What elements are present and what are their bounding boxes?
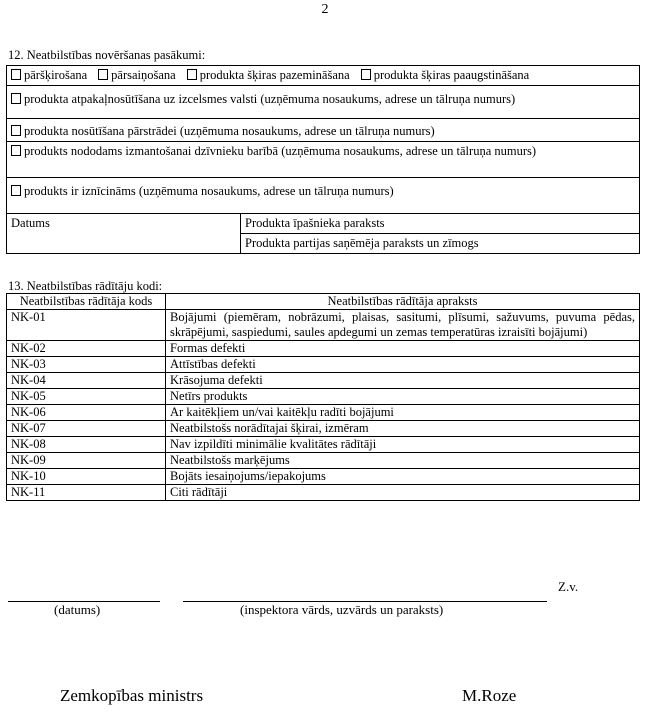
table-row xyxy=(7,389,640,405)
option-resorting[interactable]: pāršķirošana xyxy=(11,68,87,83)
section-12-table xyxy=(6,65,640,254)
description-cell: Neatbilstošs norādītajai šķirai, izmēram xyxy=(166,421,640,437)
checkbox[interactable] xyxy=(187,69,197,80)
feed-row[interactable]: produkts nododams izmantošanai dzīvnieku barībā (uzņēmuma nosaukums, adrese un tālruņa numurs) xyxy=(7,142,640,178)
header-code: Neatbilstības rādītāja kods xyxy=(7,294,166,310)
code-cell: NK-09 xyxy=(7,453,166,469)
description-cell: Nav izpildīti minimālie kvalitātes rādītāji xyxy=(166,437,640,453)
table-row xyxy=(7,485,640,501)
code-cell: NK-06 xyxy=(7,405,166,421)
code-cell: NK-10 xyxy=(7,469,166,485)
recipient-signature-cell: Produkta partijas saņēmēja paraksts un zīmogs xyxy=(241,234,640,254)
table-row xyxy=(7,341,640,357)
code-cell: NK-08 xyxy=(7,437,166,453)
table-row xyxy=(7,437,640,453)
option-downgrade[interactable]: produkta šķiras pazemināšana xyxy=(187,68,350,83)
minister-title: Zemkopības ministrs xyxy=(60,686,204,705)
description-cell: Citi rādītāji xyxy=(166,485,640,501)
code-cell: NK-04 xyxy=(7,373,166,389)
code-cell: NK-11 xyxy=(7,485,166,501)
table-row xyxy=(7,357,640,373)
checkbox[interactable] xyxy=(11,125,21,136)
table-row xyxy=(7,405,640,421)
description-cell: Attīstības defekti xyxy=(166,357,640,373)
checkbox[interactable] xyxy=(11,185,21,196)
code-cell: NK-01 xyxy=(7,310,166,341)
checkbox[interactable] xyxy=(11,93,21,104)
section-13-title: 13. Neatbilstības rādītāju kodi: xyxy=(8,279,163,293)
description-cell: Ar kaitēkļiem un/vai kaitēkļu radīti bojājumi xyxy=(166,405,640,421)
date-cell: Datums xyxy=(7,214,241,254)
checkbox[interactable] xyxy=(11,69,21,80)
section-12-title: 12. Neatbilstības novēršanas pasākumi: xyxy=(8,48,206,62)
code-cell: NK-03 xyxy=(7,357,166,373)
checkbox[interactable] xyxy=(11,145,21,156)
description-cell: Bojājumi (piemēram, nobrāzumi, plaisas, sasitumi, plīsumi, sažuvums, puvuma pēdas, skrāpējumi, saspiedumi, saules apdegumi un zemas temperatūras izraisīti bojājumi) xyxy=(166,310,640,341)
code-cell: NK-02 xyxy=(7,341,166,357)
minister-name: M.Roze xyxy=(462,686,517,705)
description-cell: Bojāts iesaiņojums/iepakojums xyxy=(166,469,640,485)
date-caption: (datums) xyxy=(54,602,101,617)
option-upgrade[interactable]: produkta šķiras paaugstināšana xyxy=(361,68,530,83)
checkbox[interactable] xyxy=(361,69,371,80)
description-cell: Krāsojuma defekti xyxy=(166,373,640,389)
code-cell: NK-07 xyxy=(7,421,166,437)
table-row xyxy=(7,453,640,469)
destroy-row[interactable]: produkts ir iznīcināms (uzņēmuma nosaukums, adrese un tālruņa numurs) xyxy=(7,178,640,214)
return-row[interactable]: produkta atpakaļnosūtīšana uz izcelsmes valsti (uzņēmuma nosaukums, adrese un tālruņa numurs) xyxy=(7,86,640,119)
table-row xyxy=(7,421,640,437)
codes-table xyxy=(6,293,640,501)
seal-mark: Z.v. xyxy=(558,579,579,594)
option-repacking[interactable]: pārsaiņošana xyxy=(98,68,176,83)
page-number: 2 xyxy=(321,2,329,17)
inspector-caption: (inspektora vārds, uzvārds un paraksts) xyxy=(240,602,444,617)
checkbox[interactable] xyxy=(98,69,108,80)
options-row xyxy=(7,66,640,86)
table-row xyxy=(7,310,640,341)
description-cell: Netīrs produkts xyxy=(166,389,640,405)
table-row xyxy=(7,469,640,485)
processing-row[interactable]: produkta nosūtīšana pārstrādei (uzņēmuma nosaukums, adrese un tālruņa numurs) xyxy=(7,119,640,142)
table-row xyxy=(7,373,640,389)
owner-signature-cell: Produkta īpašnieka paraksts xyxy=(241,214,640,234)
code-cell: NK-05 xyxy=(7,389,166,405)
description-cell: Neatbilstošs marķējums xyxy=(166,453,640,469)
description-cell: Formas defekti xyxy=(166,341,640,357)
header-description: Neatbilstības rādītāja apraksts xyxy=(166,294,640,310)
